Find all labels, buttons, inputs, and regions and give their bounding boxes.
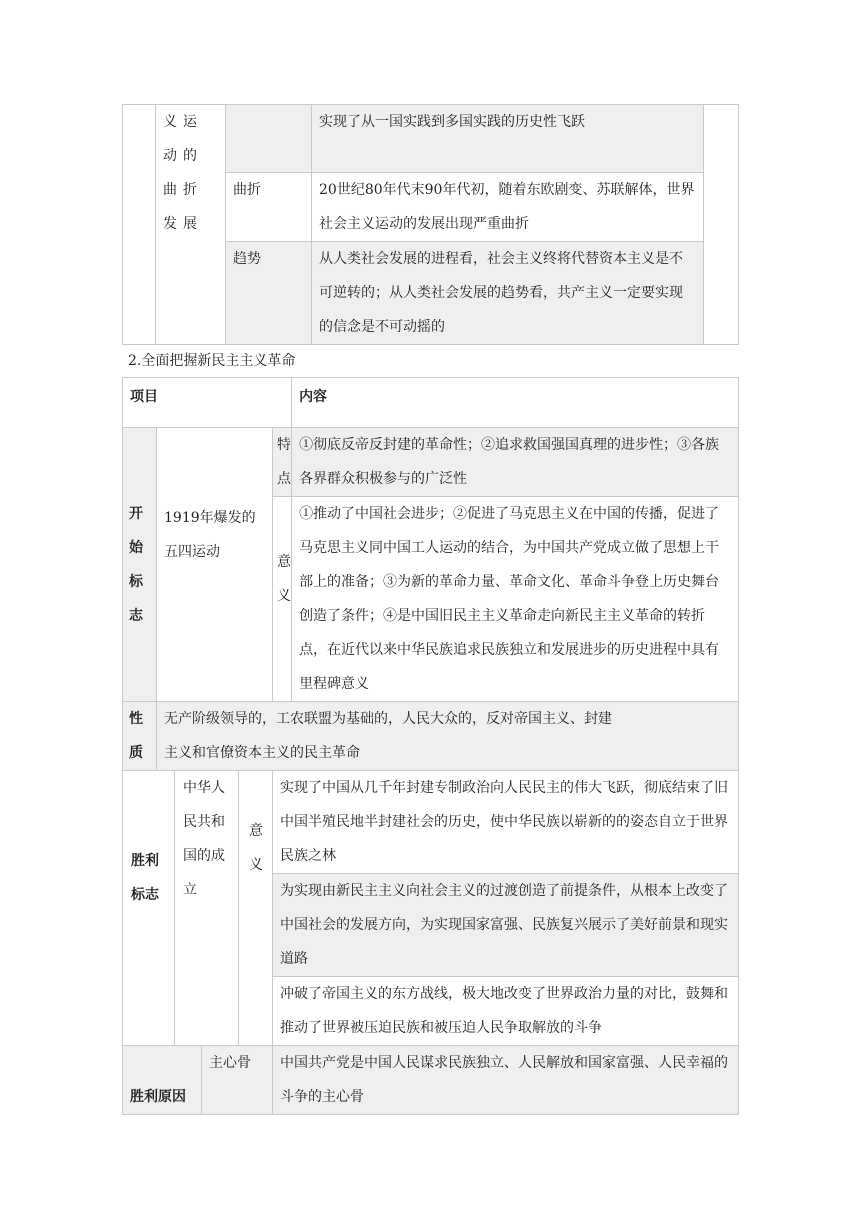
- subrow-content: 实现了从一国实践到多国实践的历史性飞跃: [312, 105, 704, 173]
- feature-label: 特点: [273, 428, 292, 497]
- reason-sub-label: 主心骨: [202, 1046, 273, 1115]
- header-item: 项目: [123, 378, 292, 428]
- victory-label: 胜利标志: [123, 771, 175, 1046]
- meaning-content: ①推动了中国社会进步；②促进了马克思主义在中国的传播，促进了马克思主义同中国工人运动的结合，为中国共产党成立做了思想上干部上的准备；③为新的革命力量、革命文化、革命斗争登上历史舞台创造了条件；④是中国旧民主主义革命走向新民主主义革命的转折点，在近代以来中华民族追求民族独立和发展进步的历史进程中具有里程碑意义: [292, 497, 739, 702]
- subrow-label: 曲折: [226, 173, 312, 242]
- blank-right-cell: [704, 105, 739, 345]
- subrow-content: 从人类社会发展的进程看，社会主义终将代替资本主义是不可逆转的；从人类社会发展的趋势看，共产主义一定要实现的信念是不可动摇的: [312, 242, 704, 345]
- blank-left-cell: [123, 105, 156, 345]
- victory-event: 中华人民共和国的成立: [175, 771, 239, 1046]
- reason-label: 胜利原因: [123, 1046, 202, 1115]
- victory-meaning-label: 意义: [239, 771, 273, 1046]
- subrow-label: 趋势: [226, 242, 312, 345]
- section-heading: 2.全面把握新民主主义革命: [128, 353, 296, 369]
- header-content: 内容: [292, 378, 739, 428]
- start-event: 1919年爆发的五四运动: [157, 428, 273, 702]
- subrow-label: [226, 105, 312, 173]
- victory-meaning-3: 冲破了帝国主义的东方战线，极大地改变了世界政治力量的对比，鼓舞和推动了世界被压迫民族和被压迫人民争取解放的斗争: [273, 977, 739, 1046]
- nature-content: 无产阶级领导的，工农联盟为基础的，人民大众的，反对帝国主义、封建主义和官僚资本主义的民主革命: [157, 702, 739, 771]
- feature-content: ①彻底反帝反封建的革命性；②追求救国强国真理的进步性；③各族各界群众积极参与的广泛性: [292, 428, 739, 497]
- start-label: 开始标志: [123, 428, 157, 702]
- row-label: 义运动的曲折发展: [156, 105, 226, 345]
- subrow-content: 20世纪80年代末90年代初，随着东欧剧变、苏联解体，世界社会主义运动的发展出现严重曲折: [312, 173, 704, 242]
- reason-content: 中国共产党是中国人民谋求民族独立、人民解放和国家富强、人民幸福的斗争的主心骨: [273, 1046, 739, 1115]
- socialism-table: [122, 104, 739, 345]
- victory-meaning-2: 为实现由新民主主义向社会主义的过渡创造了前提条件，从根本上改变了中国社会的发展方向，为实现国家富强、民族复兴展示了美好前景和现实道路: [273, 874, 739, 977]
- victory-meaning-1: 实现了中国从几千年封建专制政治向人民民主的伟大飞跃，彻底结束了旧中国半殖民地半封建社会的历史，使中华民族以崭新的的姿态自立于世界民族之林: [273, 771, 739, 874]
- nature-label: 性质: [123, 702, 157, 771]
- meaning-label: 意义: [273, 497, 292, 702]
- revolution-table: [122, 377, 739, 1115]
